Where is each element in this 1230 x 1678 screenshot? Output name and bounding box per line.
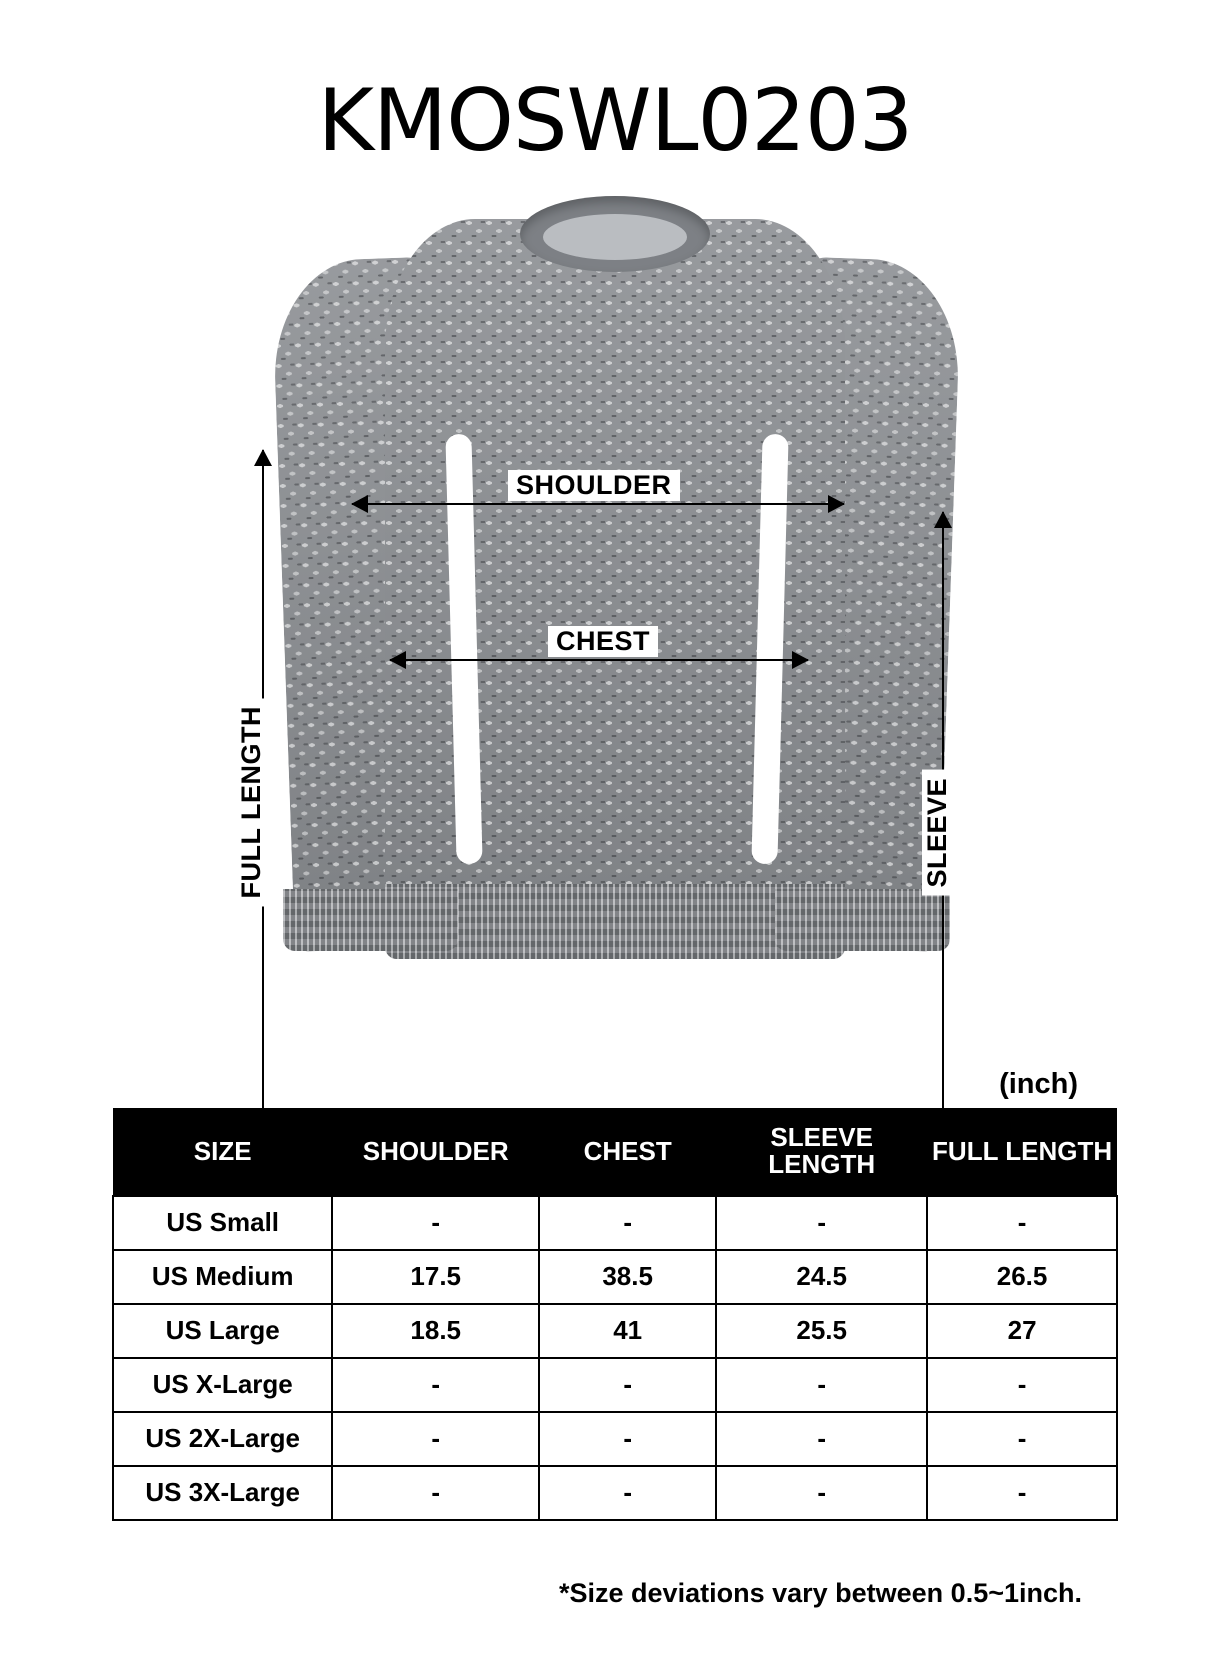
shoulder-measure-arrow [352, 503, 844, 505]
cell-full-length: 27 [927, 1304, 1117, 1358]
cell-chest: 41 [539, 1304, 716, 1358]
cell-full-length: - [927, 1358, 1117, 1412]
cell-shoulder: - [332, 1196, 539, 1250]
cell-sleeve-length: - [716, 1358, 927, 1412]
cell-shoulder: 17.5 [332, 1250, 539, 1304]
unit-label: (inch) [999, 1068, 1078, 1100]
size-chart-diagram [0, 182, 1230, 982]
full-length-measure-label: FULL LENGTH [236, 698, 267, 906]
column-header-full-length: FULL LENGTH [927, 1108, 1117, 1196]
cell-size: US X-Large [113, 1358, 332, 1412]
cell-size: US Large [113, 1304, 332, 1358]
sweater-neck-opening [543, 214, 687, 260]
cell-full-length: - [927, 1466, 1117, 1520]
cell-size: US Small [113, 1196, 332, 1250]
cell-chest: 38.5 [539, 1250, 716, 1304]
cell-size: US Medium [113, 1250, 332, 1304]
cell-sleeve-length: - [716, 1466, 927, 1520]
chest-measure-arrow [390, 659, 808, 661]
sweater-right-cuff [775, 889, 950, 951]
cell-sleeve-length: 25.5 [716, 1304, 927, 1358]
table-row [113, 1358, 1117, 1412]
page-title: KMOSWL0203 [317, 71, 913, 171]
table-header-row [113, 1108, 1117, 1196]
size-table [112, 1108, 1118, 1521]
cell-size: US 3X-Large [113, 1466, 332, 1520]
table-row [113, 1196, 1117, 1250]
size-table-container [112, 1108, 1118, 1521]
column-header-sleeve-length: SLEEVE LENGTH [716, 1108, 927, 1196]
cell-shoulder: - [332, 1412, 539, 1466]
cell-full-length: - [927, 1412, 1117, 1466]
cell-sleeve-length: - [716, 1196, 927, 1250]
cell-size: US 2X-Large [113, 1412, 332, 1466]
shoulder-measure-label: SHOULDER [508, 470, 680, 501]
chest-measure-label: CHEST [548, 626, 658, 657]
cell-chest: - [539, 1412, 716, 1466]
column-header-size: SIZE [113, 1108, 332, 1196]
cell-full-length: - [927, 1196, 1117, 1250]
table-row [113, 1250, 1117, 1304]
cell-chest: - [539, 1196, 716, 1250]
sleeve-measure-label: SLEEVE [922, 770, 953, 896]
cell-sleeve-length: 24.5 [716, 1250, 927, 1304]
table-row [113, 1304, 1117, 1358]
cell-full-length: 26.5 [927, 1250, 1117, 1304]
cell-sleeve-length: - [716, 1412, 927, 1466]
table-row [113, 1466, 1117, 1520]
cell-chest: - [539, 1466, 716, 1520]
size-deviation-note: *Size deviations vary between 0.5~1inch. [559, 1578, 1082, 1608]
sweater-left-cuff [283, 889, 458, 951]
table-row [113, 1412, 1117, 1466]
cell-shoulder: 18.5 [332, 1304, 539, 1358]
column-header-shoulder: SHOULDER [332, 1108, 539, 1196]
cell-shoulder: - [332, 1358, 539, 1412]
column-header-chest: CHEST [539, 1108, 716, 1196]
sweater-illustration [265, 184, 965, 954]
cell-chest: - [539, 1358, 716, 1412]
cell-shoulder: - [332, 1466, 539, 1520]
